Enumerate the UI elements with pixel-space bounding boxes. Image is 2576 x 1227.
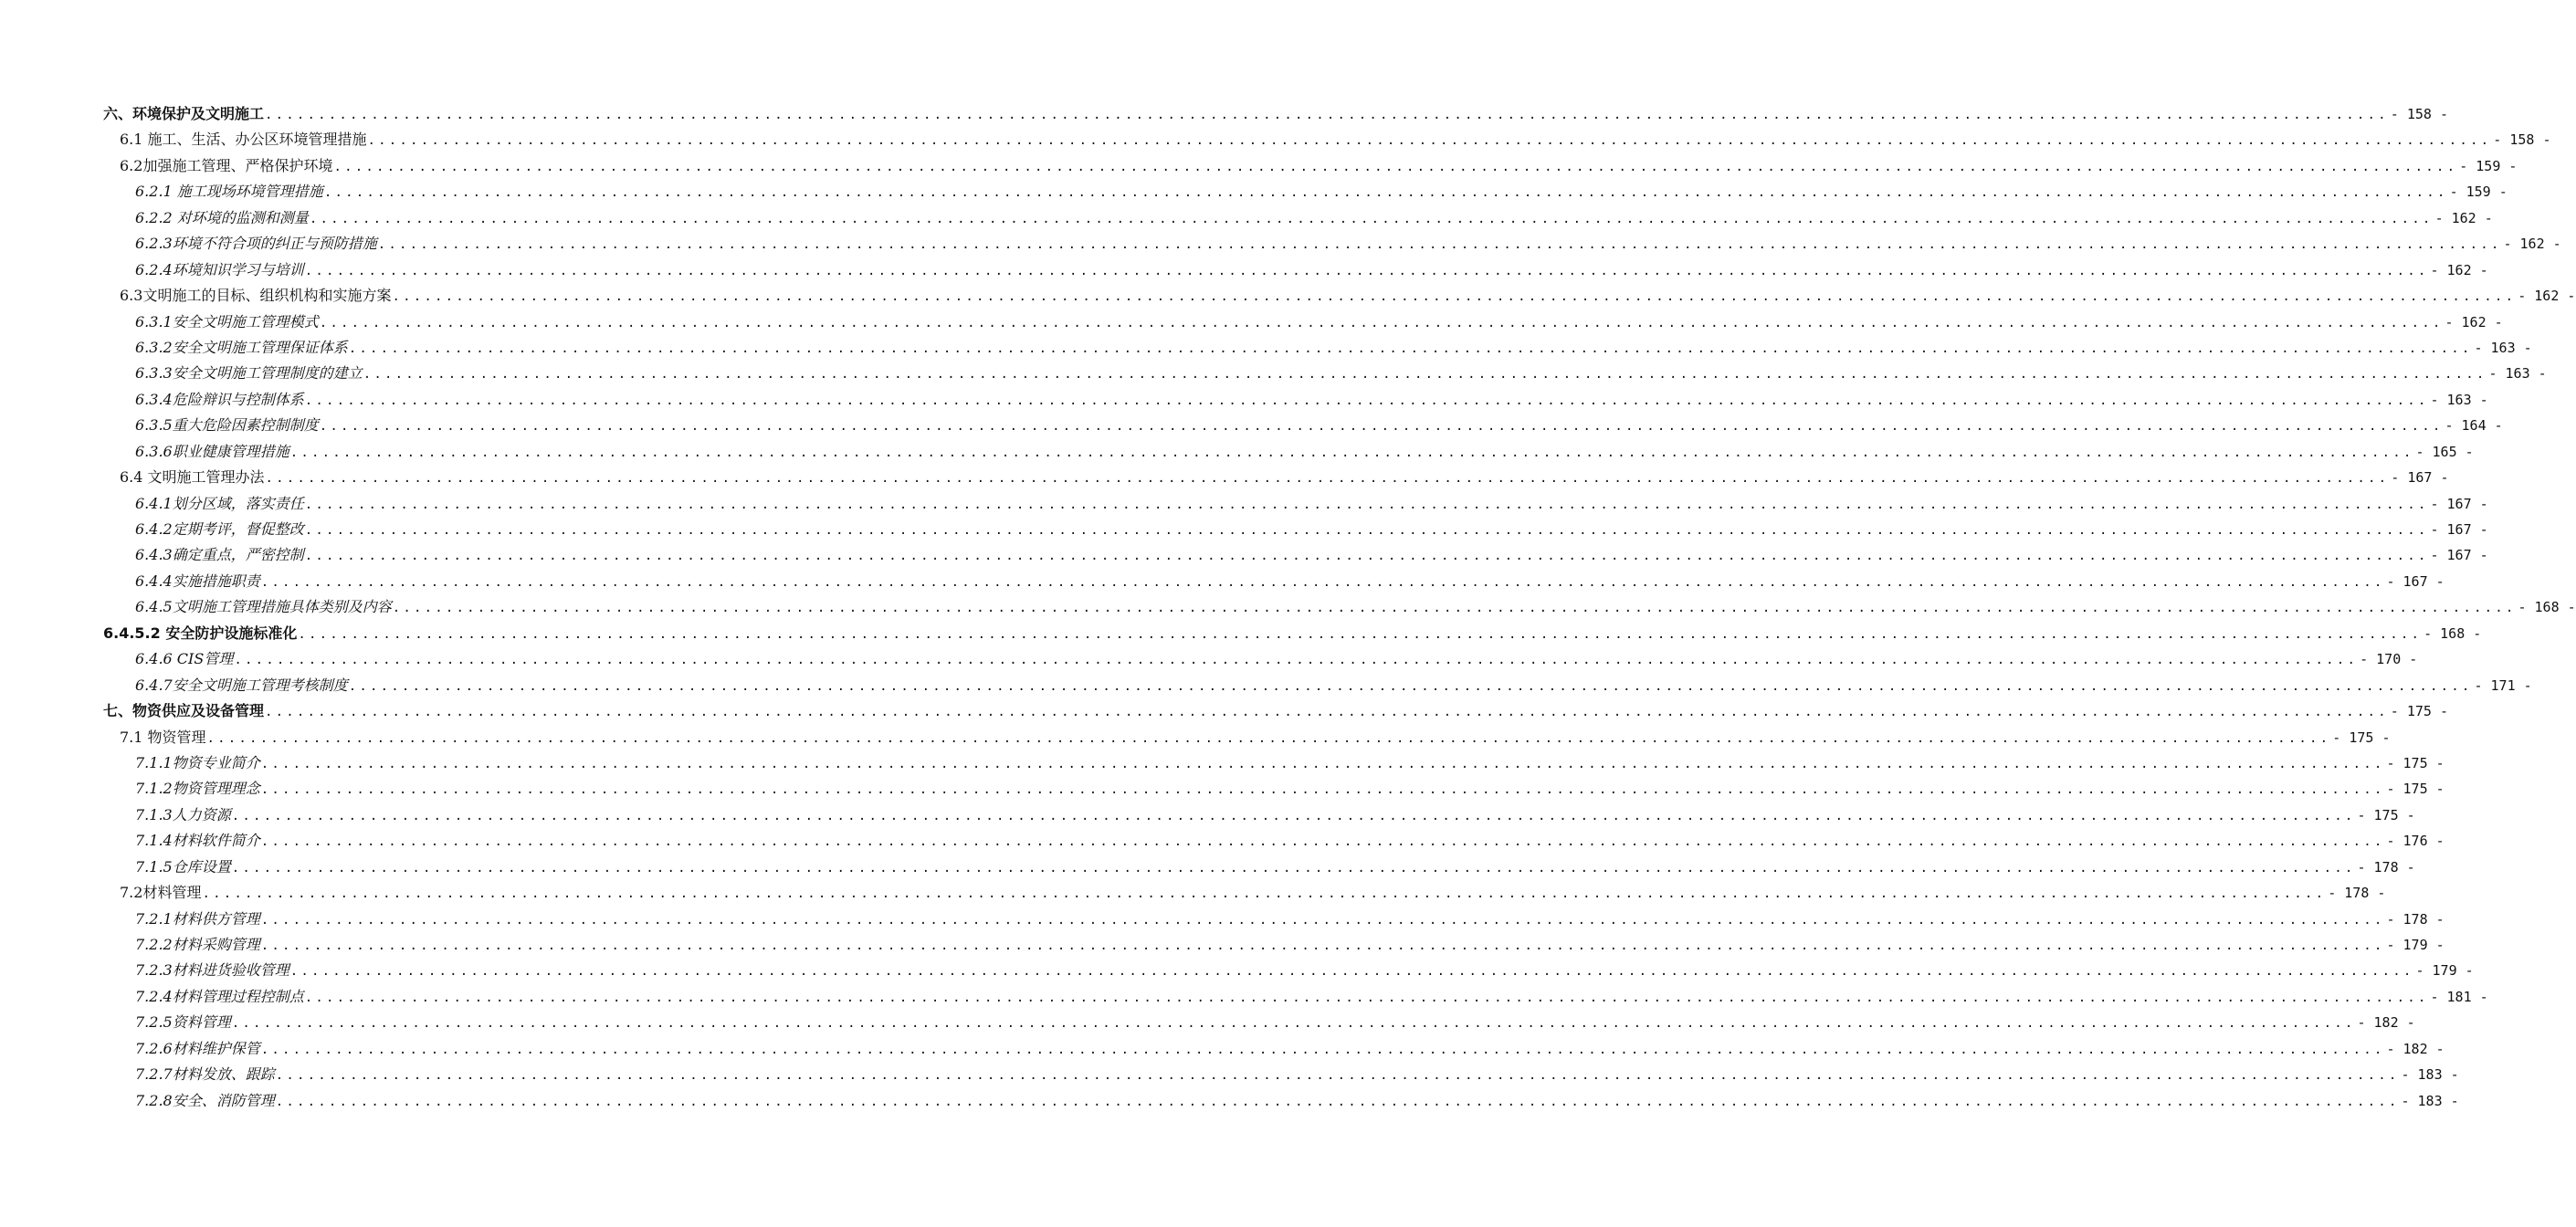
toc-entry[interactable] bbox=[0, 750, 2445, 776]
toc-dot-leader: ........................................................................................................................................................................................................ bbox=[289, 964, 2414, 980]
toc-entry-title: 6.3.1安全文明施工管理模式 bbox=[135, 312, 319, 330]
toc-dot-leader: ........................................................................................................................................................................................................ bbox=[377, 237, 2502, 253]
toc-entry-line bbox=[135, 569, 2445, 595]
toc-page-number: - 175 - bbox=[2386, 754, 2445, 771]
toc-entry-title: 6.4.1划分区域，落实责任 bbox=[135, 494, 304, 512]
toc-page-number: - 183 - bbox=[2401, 1066, 2459, 1084]
toc-page-number: - 179 - bbox=[2386, 937, 2445, 953]
toc-dot-leader: ........................................................................................................................................................................................................ bbox=[260, 939, 2385, 953]
toc-dot-leader: ........................................................................................................................................................................................................ bbox=[260, 574, 2385, 590]
toc-page-number: - 167 - bbox=[2391, 469, 2449, 487]
toc-entry-line bbox=[135, 387, 2488, 414]
toc-entry-line bbox=[135, 179, 2508, 205]
toc-page-number: - 182 - bbox=[2386, 1040, 2445, 1057]
toc-dot-leader: ........................................................................................................................................................................................................ bbox=[367, 133, 2492, 149]
toc-entry-line bbox=[135, 802, 2415, 829]
toc-page-number: - 164 - bbox=[2445, 417, 2503, 435]
toc-entry-title: 七、物资供应及设备管理 bbox=[103, 702, 265, 720]
toc-dot-leader: ........................................................................................................................................................................................................ bbox=[260, 834, 2385, 850]
toc-entry[interactable] bbox=[0, 413, 2503, 438]
toc-entry[interactable] bbox=[0, 855, 2415, 880]
toc-entry[interactable] bbox=[0, 1062, 2459, 1087]
toc-page-number: - 171 - bbox=[2474, 676, 2532, 694]
toc-entry-title: 7.2材料管理 bbox=[120, 884, 202, 902]
toc-entry[interactable] bbox=[0, 958, 2474, 983]
toc-entry-title: 6.2.1 施工现场环境管理措施 bbox=[135, 183, 323, 201]
toc-entry-title: 7.2.4材料管理过程控制点 bbox=[135, 987, 304, 1005]
toc-entry-line bbox=[135, 855, 2415, 881]
toc-entry[interactable] bbox=[0, 542, 2488, 568]
toc-entry-title: 6.3.5重大危险因素控制制度 bbox=[135, 416, 319, 435]
toc-dot-leader: ........................................................................................................................................................................................................ bbox=[260, 782, 2385, 798]
toc-dot-leader: ........................................................................................................................................................................................................ bbox=[231, 860, 2356, 876]
toc-entry-title: 6.4.7安全文明施工管理考核制度 bbox=[135, 676, 348, 694]
toc-page-number: - 159 - bbox=[2459, 157, 2518, 174]
table-of-contents bbox=[0, 101, 2576, 1114]
toc-entry-line bbox=[135, 231, 2561, 257]
toc-entry-line bbox=[135, 542, 2488, 569]
toc-page-number: - 162 - bbox=[2503, 236, 2561, 253]
toc-dot-leader: ........................................................................................................................................................................................................ bbox=[260, 912, 2385, 928]
toc-entry-line bbox=[135, 828, 2445, 855]
toc-entry-title: 7.2.1材料供方管理 bbox=[135, 909, 260, 928]
toc-entry[interactable] bbox=[0, 465, 2449, 490]
toc-entry-title: 7.2.6材料维护保管 bbox=[135, 1039, 260, 1057]
toc-page-number: - 163 - bbox=[2474, 339, 2532, 356]
toc-entry-line bbox=[135, 517, 2488, 543]
toc-entry-line bbox=[135, 361, 2547, 387]
toc-entry-title: 7.2.2材料采购管理 bbox=[135, 936, 260, 953]
toc-page-number: - 179 - bbox=[2415, 962, 2474, 980]
toc-page-number: - 162 - bbox=[2430, 261, 2488, 278]
toc-entry[interactable] bbox=[0, 984, 2488, 1010]
toc-entry-line bbox=[135, 491, 2488, 518]
toc-page-number: - 178 - bbox=[2386, 910, 2445, 928]
toc-entry[interactable] bbox=[0, 309, 2503, 335]
toc-dot-leader: ........................................................................................................................................................................................................ bbox=[363, 367, 2487, 383]
toc-entry-line bbox=[120, 127, 2551, 153]
toc-entry-line bbox=[135, 646, 2418, 673]
toc-entry-title: 7.2.5资料管理 bbox=[135, 1013, 231, 1032]
toc-entry-line bbox=[135, 439, 2474, 466]
toc-dot-leader: ........................................................................................................................................................................................................ bbox=[304, 393, 2429, 408]
toc-entry-line bbox=[135, 958, 2474, 984]
toc-entry-title: 6.4.2定期考评，督促整改 bbox=[135, 520, 304, 538]
toc-entry-title: 6.4.3确定重点，严密控制 bbox=[135, 546, 304, 564]
toc-dot-leader: ........................................................................................................................................................................................................ bbox=[231, 1016, 2356, 1032]
toc-entry-line bbox=[135, 776, 2445, 802]
toc-page-number: - 175 - bbox=[2357, 806, 2415, 823]
toc-entry-title: 六、环境保护及文明施工 bbox=[103, 105, 265, 122]
toc-entry[interactable] bbox=[0, 179, 2508, 204]
toc-dot-leader: ........................................................................................................................................................................................................ bbox=[289, 445, 2414, 460]
toc-page-number: - 167 - bbox=[2430, 521, 2488, 538]
toc-entry[interactable] bbox=[0, 335, 2532, 361]
toc-entry-title: 6.2加强施工管理、严格保护环境 bbox=[120, 156, 333, 174]
toc-dot-leader: ........................................................................................................................................................................................................ bbox=[298, 626, 2423, 642]
toc-dot-leader: ........................................................................................................................................................................................................ bbox=[348, 678, 2473, 694]
toc-entry-title: 7.1.1物资专业简介 bbox=[135, 753, 260, 771]
toc-dot-leader: ........................................................................................................................................................................................................ bbox=[304, 497, 2429, 512]
toc-dot-leader: ........................................................................................................................................................................................................ bbox=[202, 886, 2327, 902]
toc-dot-leader: ........................................................................................................................................................................................................ bbox=[265, 108, 2389, 122]
toc-dot-leader: ........................................................................................................................................................................................................ bbox=[392, 601, 2517, 616]
toc-dot-leader: ........................................................................................................................................................................................................ bbox=[265, 705, 2389, 720]
toc-page-number: - 175 - bbox=[2332, 729, 2391, 746]
toc-page-number: - 167 - bbox=[2430, 547, 2488, 564]
toc-entry[interactable] bbox=[0, 231, 2561, 257]
toc-dot-leader: ........................................................................................................................................................................................................ bbox=[392, 289, 2517, 305]
toc-entry[interactable] bbox=[0, 517, 2488, 542]
toc-entry-line bbox=[103, 101, 2448, 128]
toc-page-number: - 176 - bbox=[2386, 833, 2445, 850]
toc-page-number: - 175 - bbox=[2386, 781, 2445, 798]
toc-page-number: - 162 - bbox=[2518, 288, 2576, 305]
toc-page-number: - 163 - bbox=[2430, 391, 2488, 408]
toc-entry[interactable] bbox=[0, 491, 2488, 517]
toc-page-number: - 163 - bbox=[2488, 365, 2547, 383]
toc-entry-title: 6.4 文明施工管理办法 bbox=[120, 468, 265, 487]
toc-entry-title: 7.2.3材料进货验收管理 bbox=[135, 961, 289, 980]
toc-entry-title: 7.1.3人力资源 bbox=[135, 805, 231, 823]
toc-entry-line bbox=[135, 413, 2503, 439]
toc-entry-line bbox=[135, 673, 2532, 699]
toc-dot-leader: ........................................................................................................................................................................................................ bbox=[231, 808, 2356, 823]
toc-entry-line bbox=[103, 621, 2482, 647]
toc-entry-title: 7.2.8安全、消防管理 bbox=[135, 1091, 275, 1109]
toc-entry-line bbox=[135, 1062, 2459, 1088]
toc-entry[interactable] bbox=[0, 257, 2488, 283]
toc-dot-leader: ........................................................................................................................................................................................................ bbox=[260, 756, 2385, 771]
toc-entry-title: 6.3.6职业健康管理措施 bbox=[135, 442, 289, 460]
toc-page-number: - 165 - bbox=[2415, 443, 2474, 460]
toc-entry[interactable] bbox=[0, 439, 2474, 465]
toc-dot-leader: ........................................................................................................................................................................................................ bbox=[304, 523, 2429, 538]
toc-entry-line bbox=[135, 1088, 2459, 1115]
toc-entry[interactable] bbox=[0, 205, 2493, 231]
toc-entry[interactable] bbox=[0, 101, 2448, 127]
toc-dot-leader: ........................................................................................................................................................................................................ bbox=[323, 185, 2448, 201]
toc-page-number: - 170 - bbox=[2360, 651, 2418, 668]
toc-entry-line bbox=[135, 309, 2503, 336]
toc-dot-leader: ........................................................................................................................................................................................................ bbox=[304, 549, 2429, 564]
toc-entry[interactable] bbox=[0, 361, 2547, 386]
toc-page-number: - 158 - bbox=[2493, 131, 2551, 149]
toc-page-number: - 159 - bbox=[2449, 184, 2508, 201]
toc-page-number: - 178 - bbox=[2357, 858, 2415, 876]
toc-entry-line bbox=[135, 1036, 2445, 1063]
toc-dot-leader: ........................................................................................................................................................................................................ bbox=[333, 159, 2458, 174]
toc-page-number: - 162 - bbox=[2434, 209, 2493, 226]
toc-entry[interactable] bbox=[0, 153, 2518, 179]
toc-entry[interactable] bbox=[0, 828, 2445, 854]
toc-entry-title: 6.3.4危险辩识与控制体系 bbox=[135, 390, 304, 408]
toc-page-number: - 158 - bbox=[2390, 106, 2448, 122]
toc-page-number: - 183 - bbox=[2401, 1092, 2459, 1109]
toc-entry-title: 7.1.2物资管理理念 bbox=[135, 780, 260, 798]
toc-entry[interactable] bbox=[0, 907, 2445, 932]
toc-page-number: - 168 - bbox=[2518, 599, 2576, 616]
toc-entry-title: 7.1.4材料软件简介 bbox=[135, 832, 260, 850]
toc-entry[interactable] bbox=[0, 1010, 2415, 1035]
toc-dot-leader: ........................................................................................................................................................................................................ bbox=[275, 1094, 2400, 1109]
toc-entry[interactable] bbox=[0, 932, 2445, 958]
toc-entry-title: 6.2.4环境知识学习与培训 bbox=[135, 260, 304, 278]
toc-entry-title: 6.3文明施工的目标、组织机构和实施方案 bbox=[120, 287, 392, 305]
toc-entry-line bbox=[103, 698, 2448, 725]
toc-dot-leader: ........................................................................................................................................................................................................ bbox=[319, 419, 2444, 435]
toc-dot-leader: ........................................................................................................................................................................................................ bbox=[348, 341, 2473, 356]
toc-dot-leader: ........................................................................................................................................................................................................ bbox=[260, 1042, 2385, 1057]
toc-entry-title: 6.4.6 CIS管理 bbox=[135, 650, 234, 668]
toc-entry-line bbox=[135, 205, 2493, 232]
toc-entry[interactable] bbox=[0, 725, 2391, 750]
toc-dot-leader: ........................................................................................................................................................................................................ bbox=[265, 471, 2390, 487]
toc-page-number: - 167 - bbox=[2430, 495, 2488, 512]
toc-page-number: - 162 - bbox=[2445, 313, 2503, 330]
toc-entry[interactable] bbox=[0, 387, 2488, 413]
toc-entry-line bbox=[120, 283, 2576, 309]
toc-entry-line bbox=[135, 335, 2532, 362]
toc-dot-leader: ........................................................................................................................................................................................................ bbox=[304, 990, 2429, 1005]
toc-entry[interactable] bbox=[0, 127, 2551, 152]
toc-entry-title: 6.1 施工、生活、办公区环境管理措施 bbox=[120, 131, 367, 149]
toc-page-number: - 181 - bbox=[2430, 988, 2488, 1005]
toc-dot-leader: ........................................................................................................................................................................................................ bbox=[234, 653, 2359, 668]
toc-dot-leader: ........................................................................................................................................................................................................ bbox=[319, 315, 2444, 330]
toc-entry-line bbox=[135, 984, 2488, 1011]
toc-entry[interactable] bbox=[0, 621, 2482, 646]
toc-entry[interactable] bbox=[0, 673, 2532, 698]
toc-entry[interactable] bbox=[0, 776, 2445, 802]
toc-entry[interactable] bbox=[0, 880, 2386, 906]
toc-entry[interactable] bbox=[0, 594, 2576, 620]
toc-dot-leader: ........................................................................................................................................................................................................ bbox=[304, 263, 2429, 278]
toc-entry-title: 6.2.2 对环境的监测和测量 bbox=[135, 208, 309, 226]
toc-entry-line bbox=[135, 594, 2576, 621]
toc-entry-title: 6.4.5文明施工管理措施具体类别及内容 bbox=[135, 598, 392, 616]
toc-entry-title: 6.2.3环境不符合项的纠正与预防措施 bbox=[135, 235, 377, 253]
toc-entry[interactable] bbox=[0, 1088, 2459, 1114]
toc-dot-leader: ........................................................................................................................................................................................................ bbox=[275, 1068, 2400, 1084]
toc-entry[interactable] bbox=[0, 646, 2418, 672]
toc-entry-line bbox=[135, 750, 2445, 777]
toc-entry-line bbox=[135, 1010, 2415, 1036]
toc-entry-title: 7.2.7材料发放、跟踪 bbox=[135, 1065, 275, 1084]
toc-entry-title: 7.1 物资管理 bbox=[120, 728, 206, 746]
toc-entry-title: 6.4.5.2 安全防护设施标准化 bbox=[103, 624, 298, 642]
toc-dot-leader: ........................................................................................................................................................................................................ bbox=[309, 211, 2434, 226]
toc-entry[interactable] bbox=[0, 802, 2415, 828]
toc-entry-line bbox=[135, 907, 2445, 933]
toc-entry[interactable] bbox=[0, 698, 2448, 724]
toc-entry[interactable] bbox=[0, 1036, 2445, 1062]
toc-page-number: - 168 - bbox=[2424, 624, 2482, 642]
toc-page-number: - 182 - bbox=[2357, 1014, 2415, 1032]
toc-page-number: - 167 - bbox=[2386, 572, 2445, 590]
toc-entry-line bbox=[120, 880, 2386, 907]
toc-entry-title: 7.1.5仓库设置 bbox=[135, 857, 231, 876]
toc-entry[interactable] bbox=[0, 283, 2576, 309]
toc-entry-title: 6.3.3安全文明施工管理制度的建立 bbox=[135, 364, 363, 383]
toc-entry-line bbox=[120, 725, 2391, 751]
toc-entry-line bbox=[120, 153, 2518, 180]
toc-page-number: - 178 - bbox=[2328, 885, 2386, 902]
toc-entry-title: 6.4.4实施措施职责 bbox=[135, 572, 260, 590]
toc-entry-line bbox=[120, 465, 2449, 491]
toc-entry-line bbox=[135, 932, 2445, 959]
toc-entry-line bbox=[135, 257, 2488, 284]
toc-entry-title: 6.3.2安全文明施工管理保证体系 bbox=[135, 338, 348, 356]
toc-entry[interactable] bbox=[0, 569, 2445, 594]
toc-dot-leader: ........................................................................................................................................................................................................ bbox=[206, 730, 2331, 746]
toc-page-number: - 175 - bbox=[2390, 703, 2448, 720]
